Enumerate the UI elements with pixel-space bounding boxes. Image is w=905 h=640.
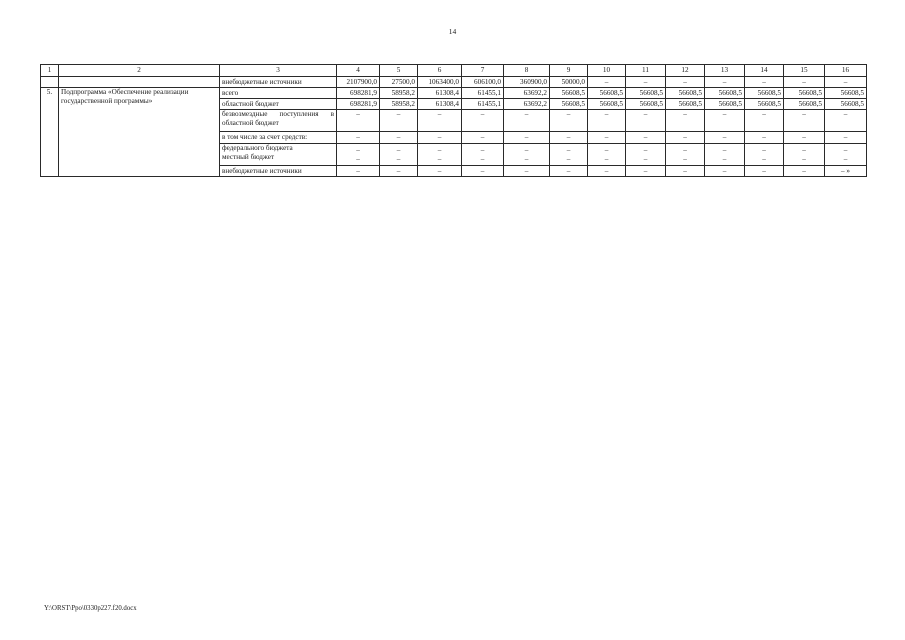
value-cell: – [418, 132, 462, 144]
value-cell: 56608,5 [705, 99, 745, 110]
value-local: – [524, 154, 529, 163]
value-federal: – [722, 145, 727, 154]
value-cell [462, 144, 504, 166]
value-cell: 56608,5 [745, 99, 784, 110]
header-cell: 2 [59, 65, 220, 77]
value-cell: 698281,9 [337, 88, 380, 99]
value-cell: 698281,9 [337, 99, 380, 110]
value-cell: 61455,1 [462, 99, 504, 110]
value-cell: – [626, 132, 666, 144]
header-cell: 6 [418, 65, 462, 77]
value-local: – [722, 154, 727, 163]
value-cell [626, 144, 666, 166]
table-row-total [41, 88, 867, 99]
value-cell: 606100,0 [462, 77, 504, 88]
value-cell: – [825, 110, 867, 132]
header-cell: 4 [337, 65, 380, 77]
page-number: 14 [448, 27, 457, 36]
value-cell [418, 144, 462, 166]
source-cell: в том числе за счет средств: [220, 132, 337, 144]
value-cell: – [784, 166, 825, 177]
header-row [41, 65, 867, 77]
value-cell: – [550, 166, 588, 177]
subprogram-name: Подпрограмма «Обеспечение реализации государственной программы» [59, 88, 220, 177]
value-local: – [396, 154, 401, 163]
value-cell: 61308,4 [418, 99, 462, 110]
value-cell: – [784, 77, 825, 88]
value-cell: – [380, 166, 418, 177]
value-cell [666, 144, 705, 166]
value-local: – [683, 154, 687, 163]
value-cell: 56608,5 [666, 88, 705, 99]
value-local: – [643, 154, 648, 163]
value-cell: – [825, 77, 867, 88]
value-cell: – [418, 166, 462, 177]
value-federal: – [396, 145, 401, 154]
value-local: – [566, 154, 571, 163]
value-cell: – [705, 166, 745, 177]
header-cell: 7 [462, 65, 504, 77]
source-cell: внебюджетные источники [220, 77, 337, 88]
value-cell: 2107900,0 [337, 77, 380, 88]
value-cell: – [626, 110, 666, 132]
header-cell: 3 [220, 65, 337, 77]
value-federal: – [643, 145, 648, 154]
value-cell: – [745, 166, 784, 177]
source-cell [220, 144, 337, 166]
value-cell: 58958,2 [380, 88, 418, 99]
value-cell: 58958,2 [380, 99, 418, 110]
value-cell [380, 144, 418, 166]
value-cell: – [784, 110, 825, 132]
header-cell: 11 [626, 65, 666, 77]
value-local: – [843, 154, 848, 163]
table-body [41, 65, 867, 177]
value-federal: – [356, 145, 360, 154]
table-cell [41, 77, 59, 88]
value-cell: – [705, 77, 745, 88]
value-federal: – [762, 145, 766, 154]
value-cell [705, 144, 745, 166]
value-local: – [762, 154, 766, 163]
value-cell: 56608,5 [825, 88, 867, 99]
table-cell [59, 77, 220, 88]
value-cell: – [745, 132, 784, 144]
value-cell: 63692,2 [504, 99, 550, 110]
value-cell: – [337, 110, 380, 132]
value-cell: – [666, 110, 705, 132]
value-cell: – [745, 77, 784, 88]
value-cell [550, 144, 588, 166]
value-cell: – [626, 166, 666, 177]
value-cell: 56608,5 [784, 99, 825, 110]
value-cell: – [504, 166, 550, 177]
value-cell: – [462, 166, 504, 177]
value-cell: 61455,1 [462, 88, 504, 99]
source-cell: всего [220, 88, 337, 99]
value-cell: 50000,0 [550, 77, 588, 88]
value-local: – [356, 154, 360, 163]
value-cell: – [380, 110, 418, 132]
source-cell: областной бюджет [220, 99, 337, 110]
budget-table [40, 64, 867, 177]
header-cell: 5 [380, 65, 418, 77]
value-cell: – [337, 132, 380, 144]
value-cell: 56608,5 [745, 88, 784, 99]
value-cell: – [705, 110, 745, 132]
header-cell: 12 [666, 65, 705, 77]
value-cell: – [666, 132, 705, 144]
header-cell: 10 [588, 65, 626, 77]
value-federal: – [566, 145, 571, 154]
header-cell: 16 [825, 65, 867, 77]
value-cell [337, 144, 380, 166]
value-cell: – » [825, 166, 867, 177]
value-cell: – [380, 132, 418, 144]
value-cell [784, 144, 825, 166]
value-cell: 56608,5 [825, 99, 867, 110]
value-cell: – [825, 132, 867, 144]
value-cell: 56608,5 [550, 99, 588, 110]
value-cell: 56608,5 [588, 88, 626, 99]
value-federal: – [604, 145, 609, 154]
value-federal: – [683, 145, 687, 154]
header-cell: 9 [550, 65, 588, 77]
value-cell: 56608,5 [626, 88, 666, 99]
value-cell: – [588, 110, 626, 132]
value-local: – [480, 154, 485, 163]
value-cell: – [745, 110, 784, 132]
value-cell: 56608,5 [588, 99, 626, 110]
value-cell [745, 144, 784, 166]
value-local: – [437, 154, 442, 163]
source-federal: федерального бюджета [222, 144, 293, 152]
table-row-carry [41, 77, 867, 88]
value-cell: – [588, 132, 626, 144]
value-cell: – [462, 132, 504, 144]
header-cell: 8 [504, 65, 550, 77]
value-local: – [604, 154, 609, 163]
value-cell: – [550, 132, 588, 144]
value-cell [825, 144, 867, 166]
value-cell: 56608,5 [626, 99, 666, 110]
value-cell: – [418, 110, 462, 132]
value-cell: 56608,5 [784, 88, 825, 99]
value-cell: – [550, 110, 588, 132]
header-cell: 15 [784, 65, 825, 77]
value-cell: 56608,5 [705, 88, 745, 99]
value-local: – [802, 154, 806, 163]
source-cell: внебюджетные источники [220, 166, 337, 177]
header-cell: 1 [41, 65, 59, 77]
value-cell: – [588, 77, 626, 88]
value-cell: 61308,4 [418, 88, 462, 99]
value-cell: – [626, 77, 666, 88]
header-cell: 14 [745, 65, 784, 77]
source-local: местный бюджет [222, 153, 275, 161]
source-cell: безвозмездные поступления в областной бюджет [220, 110, 337, 132]
value-cell: 1063400,0 [418, 77, 462, 88]
file-path-footer: Y:\ORST\Ppo\0330p227.f20.docx [44, 605, 137, 612]
subprogram-number: 5. [41, 88, 59, 177]
value-cell [588, 144, 626, 166]
value-cell: – [504, 132, 550, 144]
value-cell: – [666, 166, 705, 177]
value-cell: – [705, 132, 745, 144]
value-cell: – [337, 166, 380, 177]
value-cell: 63692,2 [504, 88, 550, 99]
value-cell: – [784, 132, 825, 144]
value-cell: – [666, 77, 705, 88]
header-cell: 13 [705, 65, 745, 77]
value-cell: 27500,0 [380, 77, 418, 88]
value-federal: – [524, 145, 529, 154]
value-cell: 56608,5 [666, 99, 705, 110]
value-federal: – [437, 145, 442, 154]
value-cell: – [462, 110, 504, 132]
value-federal: – [802, 145, 806, 154]
value-cell: 56608,5 [550, 88, 588, 99]
value-cell: 360900,0 [504, 77, 550, 88]
value-federal: – [843, 145, 848, 154]
value-cell: – [504, 110, 550, 132]
value-cell: – [588, 166, 626, 177]
value-federal: – [480, 145, 485, 154]
value-cell [504, 144, 550, 166]
